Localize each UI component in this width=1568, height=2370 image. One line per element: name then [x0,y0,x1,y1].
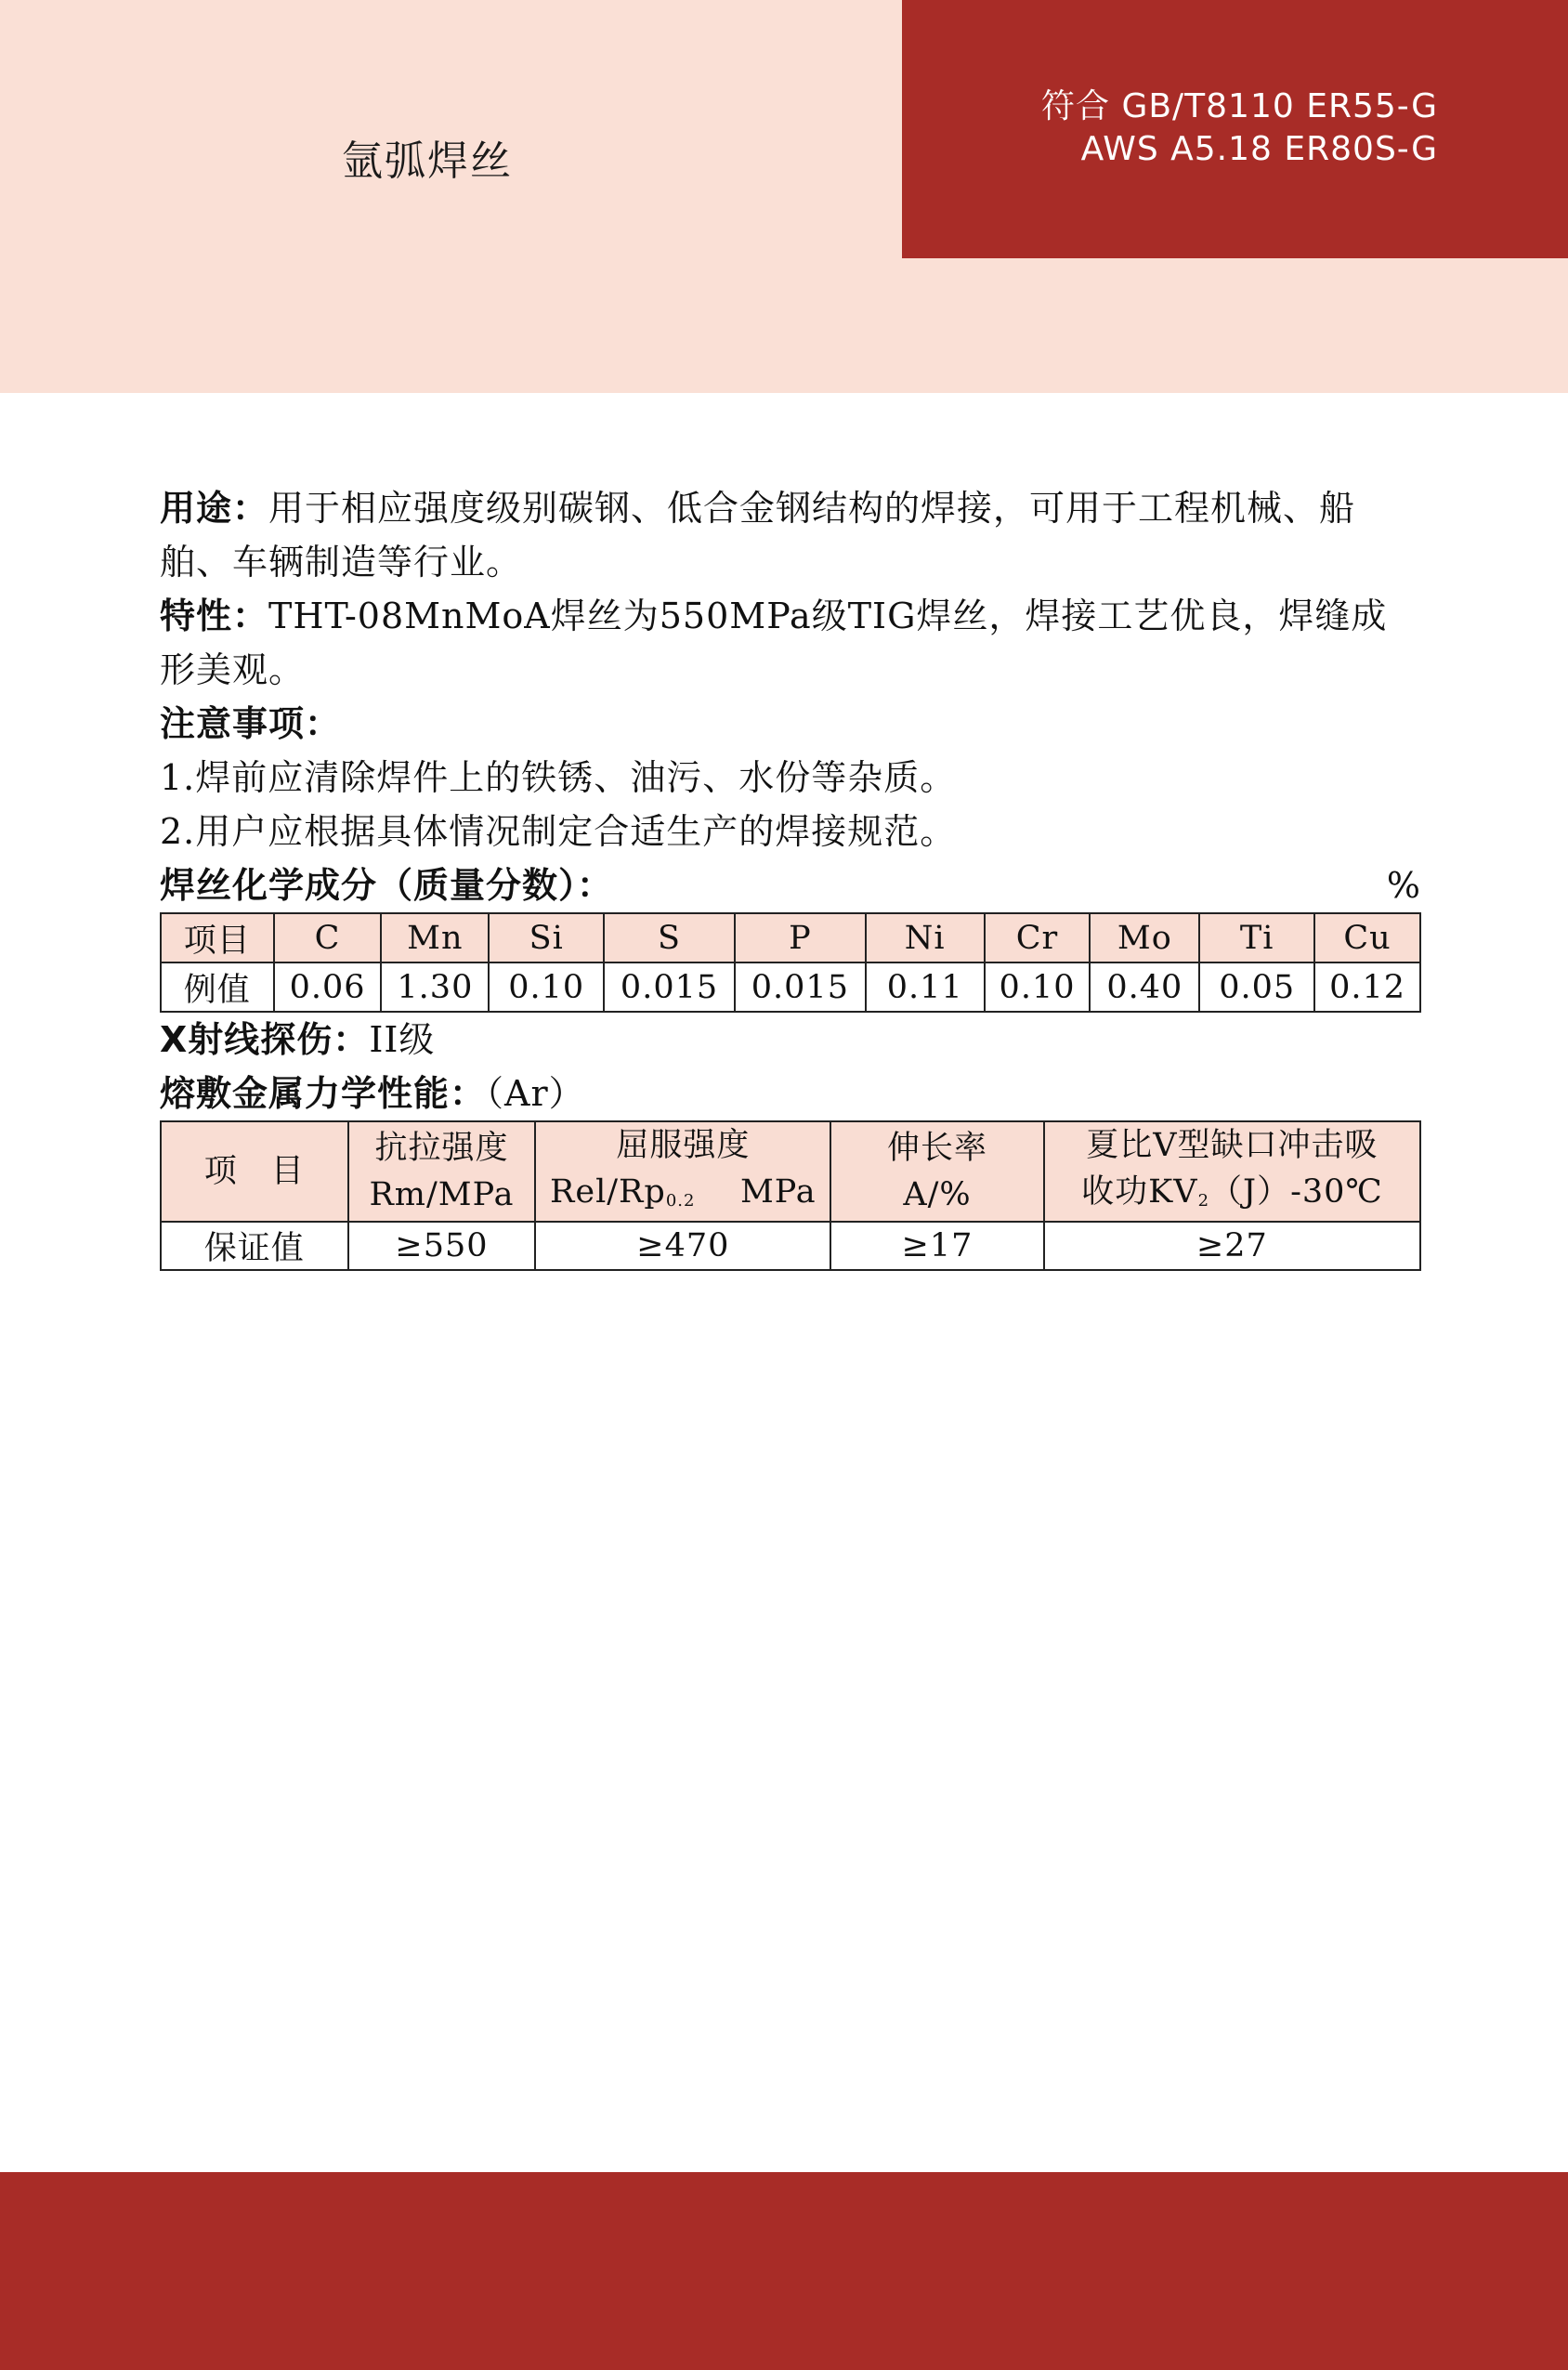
chemistry-title: 焊丝化学成分（质量分数）： [160,865,614,906]
features-text: THT-08MnMoA焊丝为550MPa级TIG焊丝，焊接工艺优良，焊缝成形美观。 [160,596,1388,690]
chem-header-cell: Mn [381,913,489,962]
mech-header-impact [1044,1121,1420,1222]
chem-value-cell: 例值 [161,962,274,1012]
chem-value-cell: 0.40 [1090,962,1199,1012]
mech-header-text: 夏比V型缺口冲击吸 [1086,1127,1379,1164]
standard-box [902,0,1568,258]
mech-header-text: Rm/MPa [369,1176,515,1213]
mech-header-text: （J）-30℃ [1209,1173,1383,1211]
chemistry-header-row [161,913,1420,962]
chem-header-cell: C [274,913,382,962]
features-paragraph [160,589,1421,697]
mech-header-text: 伸长率 [887,1130,988,1167]
mech-header-text: 抗拉强度 [374,1130,509,1167]
chem-value-cell: 0.05 [1199,962,1314,1012]
chem-value-cell: 0.12 [1314,962,1420,1012]
usage-text: 用于相应强度级别碳钢、低合金钢结构的焊接，可用于工程机械、船舶、车辆制造等行业。 [160,488,1356,583]
mech-header-subscript: 0.2 [665,1191,696,1211]
note-item-1: 1.焊前应清除焊件上的铁锈、油污、水份等杂质。 [160,757,957,798]
mech-header-text: 收功KV [1081,1173,1198,1211]
mech-header-text: A/% [903,1176,972,1213]
chemistry-table [160,912,1421,1013]
chem-value-cell: 0.10 [489,962,604,1012]
chem-value-cell: 0.11 [866,962,985,1012]
chem-value-cell: 0.10 [985,962,1091,1012]
chem-header-cell: Mo [1090,913,1199,962]
chem-value-cell: 0.015 [604,962,735,1012]
mech-header-item: 项 目 [161,1121,348,1222]
mech-header-yield [535,1121,830,1222]
mech-value-elongation: ≥17 [830,1222,1043,1270]
chem-value-cell: 0.015 [735,962,866,1012]
content [160,481,1421,1271]
chem-header-cell: 项目 [161,913,274,962]
mechanical-table [160,1120,1421,1271]
footer-band [0,2172,1568,2370]
xray-label: X射线探伤： [160,1019,370,1060]
mech-value-tensile: ≥550 [348,1222,536,1270]
mechanical-title-gas: （Ar） [486,1073,585,1114]
mech-value-impact: ≥27 [1044,1222,1420,1270]
chem-value-cell: 1.30 [381,962,489,1012]
chem-header-cell: Ni [866,913,985,962]
mechanical-title [160,1067,1421,1120]
features-label: 特性： [160,596,269,636]
mech-header-text [536,1169,830,1221]
mech-header-text: Rel/Rp [550,1173,666,1211]
chemistry-value-row [161,962,1420,1012]
usage-label: 用途： [160,488,269,529]
mech-header-text: 屈服强度 [616,1127,751,1164]
chem-header-cell: S [604,913,735,962]
chem-header-cell: P [735,913,866,962]
note-item-2: 2.用户应根据具体情况制定合适生产的焊接规范。 [160,811,957,852]
mechanical-title-label: 熔敷金属力学性能： [160,1073,487,1114]
mech-header-elongation [830,1121,1043,1222]
chem-header-cell: Cr [985,913,1091,962]
mech-header-text: MPa [739,1173,817,1211]
chemistry-unit: % [1386,865,1421,906]
product-name: 氩弧焊丝 [342,137,513,185]
mech-header-text [1045,1169,1419,1221]
standard-line-gb: 符合 GB/T8110 ER55-G [1041,87,1438,125]
standard-lines [1041,85,1438,171]
chem-header-cell: Si [489,913,604,962]
chem-value-cell: 0.06 [274,962,382,1012]
chemistry-title-row [160,858,1421,912]
standard-line-aws: AWS A5.18 ER80S-G [1080,130,1438,168]
chem-header-cell: Ti [1199,913,1314,962]
mech-row-label: 保证值 [161,1222,348,1270]
usage-paragraph [160,481,1421,589]
xray-line [160,1013,1421,1067]
mech-header-subscript: 2 [1197,1191,1210,1211]
notes-label: 注意事项： [160,703,342,744]
mechanical-header-row [161,1121,1420,1222]
mech-value-yield: ≥470 [535,1222,830,1270]
xray-value: II级 [369,1019,436,1060]
mechanical-value-row [161,1222,1420,1270]
chem-header-cell: Cu [1314,913,1420,962]
mech-header-tensile [348,1121,536,1222]
